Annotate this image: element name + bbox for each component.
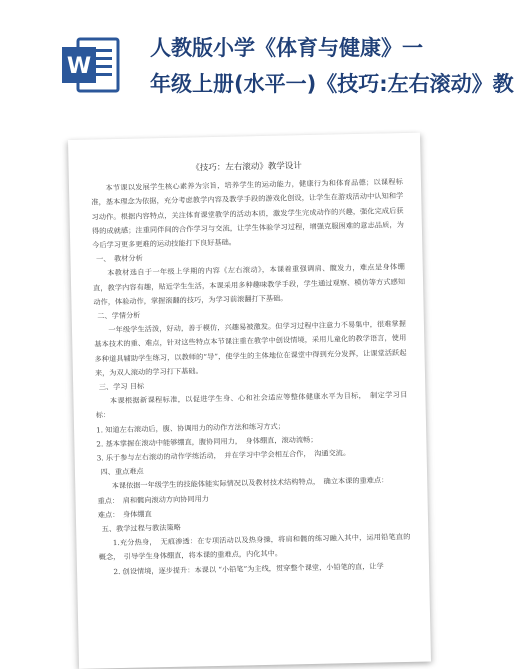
paragraph: 一年级学生活泼，好动，善于模仿，兴趣易被激发。但学习过程中注意力不易集中，很难掌握基本技术的重、难点，针对这些特点本节课注重在教学中创设情境，采用儿童化的教学语言，使用多种道具辅助学生练习，以教师的“导”，使学生的主体地位在课堂中得到充分发挥，让课堂活跃起来，为双人滚动的学习打下基础。 [94,319,407,378]
section-heading: 二、学情分析 [97,310,141,321]
section-heading: 四、重点难点 [100,466,144,477]
section-heading: 五、教学过程与教法策略 [101,522,181,534]
paragraph: 本课依据一年级学生的技能体能实际情况以及教材技术结构特点， 确立本课的重难点： [111,475,389,491]
paragraph: 2. 创设情境，逐步提升：本课以 “小铅笔”为主线，贯穿整个课堂，小铅笔的直，让学 [113,561,384,576]
section-heading: 一、 教材分析 [96,253,143,264]
paragraph: 本课根据新课程标准，以促进学生身、心和社会适应等整体健康水平为目标， 制定学习目标： [95,390,408,420]
difficult-point: 难点： 身体绷直 [97,509,152,520]
document-title [150,30,514,102]
paragraph: 本教材选自于一年级上学期的内容《左右滚动》，本课着重强调肩、髋发力，难点是身体绷直，教学内容有趣，贴近学生生活，本课采用多种趣味教学手段，学生通过观察、模仿等方式感知动作，体验动作，掌握滚翻的技巧，为学习前滚翻打下基础。 [93,262,406,307]
document-body [90,157,411,579]
list-item: 3. 乐于参与左右滚动的动作学练活动， 并在学习中学会相互合作， 沟通交流。 [96,448,351,463]
title-line-2: 年级上册(水平一)《技巧:左右滚动》教 [150,72,514,96]
svg-text:W: W [66,54,92,79]
list-item: 1. 知道左右滚动后，腹、协调用力的动作方法和练习方式； [95,421,285,435]
list-item: 2. 基本掌握在滚动中能够绷直，腹协同用力， 身体绷直，滚动流畅； [96,434,318,449]
document-heading: 《技巧：左右滚动》教学设计 [191,161,302,174]
word-document-icon [60,33,124,97]
paragraph: 本节课以发展学生核心素养为宗旨，培养学生的运动能力，健康行为和体育品德；以课程标准，基本理念为依据，充分考虑教学内容及教学手段的游戏化创设，让学生在游戏活动中认知和学习动作。根据内容特点，关注体育课堂教学的活动本质，激发学生完成动作的兴趣，强化完成后获得的成就感；注重同伴间的合作学习与交流，让学生体验学习过程，增强克服困难的意志品质，为今后学习更多更难的运动技能打下良好基础。 [91,177,404,250]
title-banner [0,0,514,120]
title-line-1: 人教版小学《体育与健康》一 [150,36,423,60]
section-heading: 三、学习 目标 [98,381,145,392]
document-page-preview [68,133,431,669]
paragraph: 1.充分热身， 无痕渗透：在专项活动以及热身操，将肩和髋的练习融入其中，运用铅笔直的概念， 引导学生身体绷直，将本课的重难点，内化其中。 [98,532,411,562]
key-point: 重点： 肩和髋向滚动方向协同用力 [97,493,210,506]
